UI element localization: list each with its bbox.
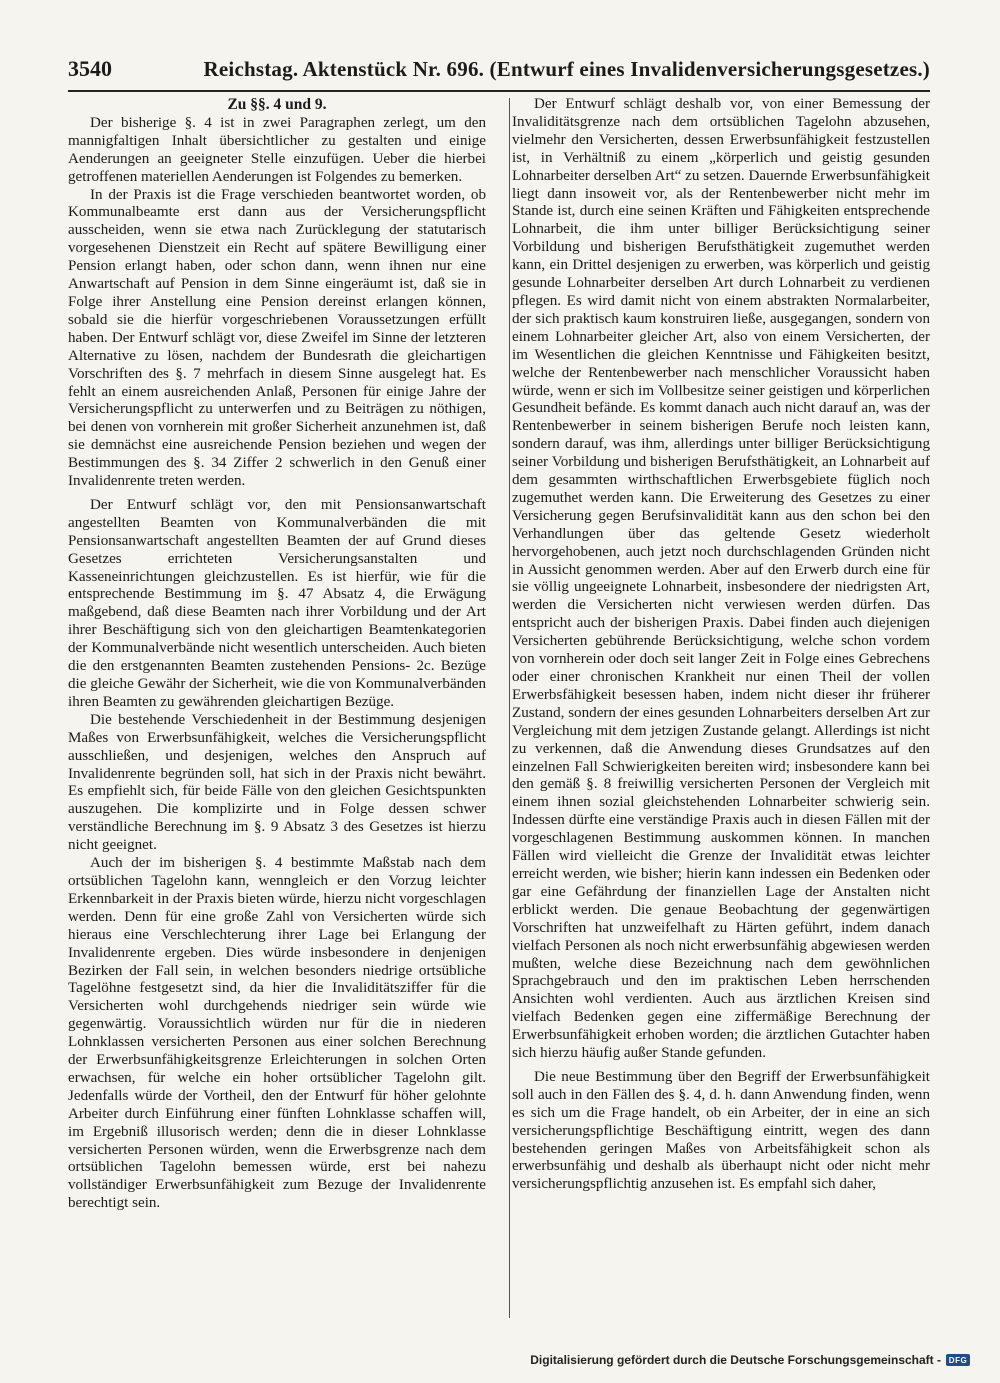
section-heading: Zu §§. 4 und 9. — [227, 96, 327, 113]
paragraph: Der Entwurf schlägt vor, den mit Pensionsanwartschaft angestellten Beamten von Kommunalverbänden die mit Pensionsanwartschaft angestellten Beamten der auf Grund dieses Gesetzes errichteten Versicherungsanstalten und Kasseneinrichtungen gleichzustellen. Es ist hierfür, wie für die entsprechende Bestimmung im §. 47 Absatz 4, die Erwägung maßgebend, daß diese Beamten nach ihrer Vorbildung und der Art ihrer Beschäftigung sich von den gleichartigen Beamtenkategorien der Kommunalverbände nicht wesentlich unterscheiden. Auch bieten die den erstgenannten Beamten zustehenden Pensions- 2c. Bezüge die gleiche Gewähr der Sicherheit, wie die von Kommunalverbänden ihren Beamten zu gewährenden gleichartigen Bezüge. — [68, 496, 486, 710]
dfg-logo-icon: DFG — [946, 1354, 970, 1366]
body-columns — [68, 96, 930, 1336]
digitization-footer — [530, 1353, 970, 1367]
page-header — [68, 56, 930, 92]
paragraph: In der Praxis ist die Frage verschieden beantwortet worden, ob Kommunalbeamte erst dann aus der Versicherungspflicht ausscheiden, wenn sie etwa nach Zurücklegung der statutarisch vorgesehenen Dienstzeit ein Recht auf spätere Bewilligung einer Pension erlangt haben, oder schon dann, wenn ihnen nur eine Anwartschaft auf Pension in dem Sinne eingeräumt ist, daß sie in Folge ihrer Anstellung eine Pension dereinst erlangen können, sobald sie die hierfür vorgeschriebenen Voraussetzungen erfüllt haben. Der Entwurf schlägt vor, diese Zweifel im Sinne der letzteren Alternative zu lösen, nachdem der Bundesrath die gleichartigen Vorschriften des §. 7 mehrfach in diesem Sinne ausgelegt hat. Es fehlt an einem ausreichenden Anlaß, Personen für einige Jahre der Versicherungspflicht zu unterwerfen und zu Beiträgen zu nöthigen, bei denen von vornherein mit großer Sicherheit anzunehmen ist, daß sie demnächst eine ausreichende Pension beziehen und wegen der Bestimmungen des §. 34 Ziffer 2 schwerlich in den Genuß einer Invalidenrente treten werden. — [68, 186, 486, 490]
paragraph: Die neue Bestimmung über den Begriff der Erwerbsunfähigkeit soll auch in den Fällen des §. 4, d. h. dann Anwendung finden, wenn es sich um die Frage handelt, ob ein Arbeiter, der in eine an sich versicherungspflichtige Beschäftigung eintritt, wegen des dann bestehenden geringen Maßes von Arbeitsfähigkeit schon als erwerbsunfähig und deshalb als überhaupt nicht oder nicht mehr versicherungspflichtig anzusehen ist. Es empfahl sich daher, — [512, 1068, 930, 1193]
paragraph: Auch der im bisherigen §. 4 bestimmte Maßstab nach dem ortsüblichen Tagelohn kann, wenngleich er den Vorzug leichter Erkennbarkeit in der Praxis bieten würde, hierzu nicht vorgeschlagen werden. Denn für eine große Zahl von Versicherten würde sich hieraus eine Verschlechterung ihrer Lage bei Erlangung der Invalidenrente ergeben. Dies würde insbesondere in denjenigen Bezirken der Fall sein, in welchen besonders niedrige ortsübliche Tagelöhne festgesetzt sind, da hier die Invaliditätsziffer für die Versicherten wohl durchgehends niedriger sein würde wie gegenwärtig. Voraussichtlich würden nur für die in niederen Lohnklassen versicherten Personen aus einer solchen Berechnung der Erwerbsunfähigkeitsgrenze Erleichterungen in solchen Orten erwachsen, für welche ein hoher ortsüblicher Tagelohn gilt. Jedenfalls würde der Vortheil, den der Entwurf für höher gelohnte Arbeiter durch Einführung einer fünften Lohnklasse schaffen will, im Ergebniß illusorisch werden; denn die in dieser Lohnklasse versicherten Personen würden, wenn die Erwerbsgrenze nach dem ortsüblichen Tagelohn bemessen würde, erst bei nahezu vollständiger Erwerbsunfähigkeit zum Bezuge der Invalidenrente berechtigt sein. — [68, 855, 486, 1212]
footer-text: Digitalisierung gefördert durch die Deutsche Forschungsgemeinschaft - — [530, 1353, 941, 1367]
left-column — [68, 96, 486, 1336]
page-number: 3540 — [68, 56, 112, 81]
paragraph: Die bestehende Verschiedenheit in der Bestimmung desjenigen Maßes von Erwerbsunfähigkeit, welches die Versicherungspflicht ausschließen, und desjenigen, welches den Anspruch auf Invalidenrente begründen soll, hat sich in der Praxis nicht bewährt. Es empfiehlt sich, für beide Fälle von den gleichen Gesichtspunkten auszugehen. Die komplizirte und in Folge dessen schwer verständliche Berechnung im §. 9 Absatz 3 des Gesetzes ist hierzu nicht geeignet. — [68, 711, 486, 854]
paragraph: Der Entwurf schlägt deshalb vor, von einer Bemessung der Invaliditätsgrenze nach dem ortsüblichen Tagelohn abzusehen, vielmehr den Versicherten, dessen Erwerbsunfähigkeit festzustellen ist, in Verhältniß zu einem „körperlich und geistig gesunden Lohnarbeiter derselben Art“ zu setzen. Dauernde Erwerbsunfähigkeit liegt dann insoweit vor, als der Rentenbewerber nicht mehr im Stande ist, durch eine seinen Kräften und Fähigkeiten entsprechende Lohnarbeit, die ihm unter billiger Berücksichtigung seiner Vorbildung und bisherigen Berufsthätigkeit zugemuthet werden kann, ein Drittel desjenigen zu erwerben, was körperlich und geistig gesunde Lohnarbeiter derselben Art durch Lohnarbeit zu verdienen pflegen. Es wird damit nicht von einem abstrakten Normalarbeiter, der sich praktisch kaum konstruiren ließe, ausgegangen, sondern von einem Lohnarbeiter gleicher Art, also von einem Versicherten, der im Wesentlichen die gleichen Kenntnisse und Fähigkeiten besitzt, welche der Rentenbewerber nach menschlicher Voraussicht haben würde, wenn er sich im Vollbesitze seiner geistigen und körperlichen Gesundheit befände. Es kommt danach auch nicht darauf an, was der Rentenbewerber in seinem bisherigen Berufe noch leisten kann, sondern darauf, was ihm, allerdings unter billiger Berücksichtigung seiner Vorbildung und bisherigen Berufsthätigkeit, an Lohnarbeit auf dem gesammten wirthschaftlichen Erwerbsgebiete füglich noch zugemuthet werden kann. Die Erweiterung des Gesetzes zu einer Versicherung gegen Berufsinvalidität kann aus den schon bei den Verhandlungen über das geltende Gesetz wiederholt hervorgehobenen, auch jetzt noch durchschlagenden Gründen nicht in Aussicht genommen werden. Aber auf den Erwerb durch eine für sie völlig ungeeignete Lohnarbeit, insbesondere der niedrigsten Art, werden die Versicherten nicht verwiesen werden dürfen. Das entspricht auch der bisherigen Praxis. Dabei finden auch diejenigen Versicherten gebührende Berücksichtigung, welche schon vordem von vornherein oder doch seit langer Zeit in Folge eines Gebrechens oder einer chronischen Krankheit nur einen Theil der vollen Erwerbsfähigkeit besessen haben, indem nicht dieser ihr früherer Zustand, sondern der eines gesunden Lohnarbeiters derselben Art zur Vergleichung mit dem jetzigen Zustande gelangt. Allerdings ist nicht zu verkennen, daß die Anwendung dieses Grundsatzes auf den einzelnen Fall Schwierigkeiten bereiten wird; insbesondere kann bei den gemäß §. 8 freiwillig versicherten Personen der Vergleich mit einem ihnen sozial gleichstehenden Lohnarbeiter schwierig sein. Indessen dürfte eine verständige Praxis auch in diesen Fällen mit der vorgeschlagenen Bestimmung auskommen können. In manchen Fällen wird vielleicht die Grenze der Invalidität etwas leichter erreicht werden, wie bisher; hierin kann indessen ein Bedenken oder gar eine Gefährdung der finanziellen Lage der Anstalten nicht erblickt werden. Die genaue Beobachtung der gegenwärtigen Vorschriften hat unzweifelhaft zu Härten geführt, indem danach vielfach Personen als noch nicht erwerbsunfähig abgewiesen werden mußten, welche diese Bezeichnung nach dem gewöhnlichen Sprachgebrauch und den im praktischen Leben herrschenden Ansichten wohl verdienten. Auch aus ärztlichen Kreisen sind vielfach Bedenken gegen eine ziffermäßige Berechnung der Erwerbsunfähigkeit erhoben worden; die ärztlichen Gutachter haben sich hierzu häufig außer Stande gefunden. — [512, 96, 930, 1062]
right-column — [512, 96, 930, 1336]
running-title: Reichstag. Aktenstück Nr. 696. (Entwurf eines Invalidenversicherungsgesetzes.) — [203, 57, 930, 81]
paragraph: Der bisherige §. 4 ist in zwei Paragraphen zerlegt, um den mannigfaltigen Inhalt übersichtlicher zu gestalten und einige Aenderungen an geeigneter Stelle einzufügen. Ueber die hierbei getroffenen materiellen Aenderungen ist Folgendes zu bemerken. — [68, 114, 486, 185]
